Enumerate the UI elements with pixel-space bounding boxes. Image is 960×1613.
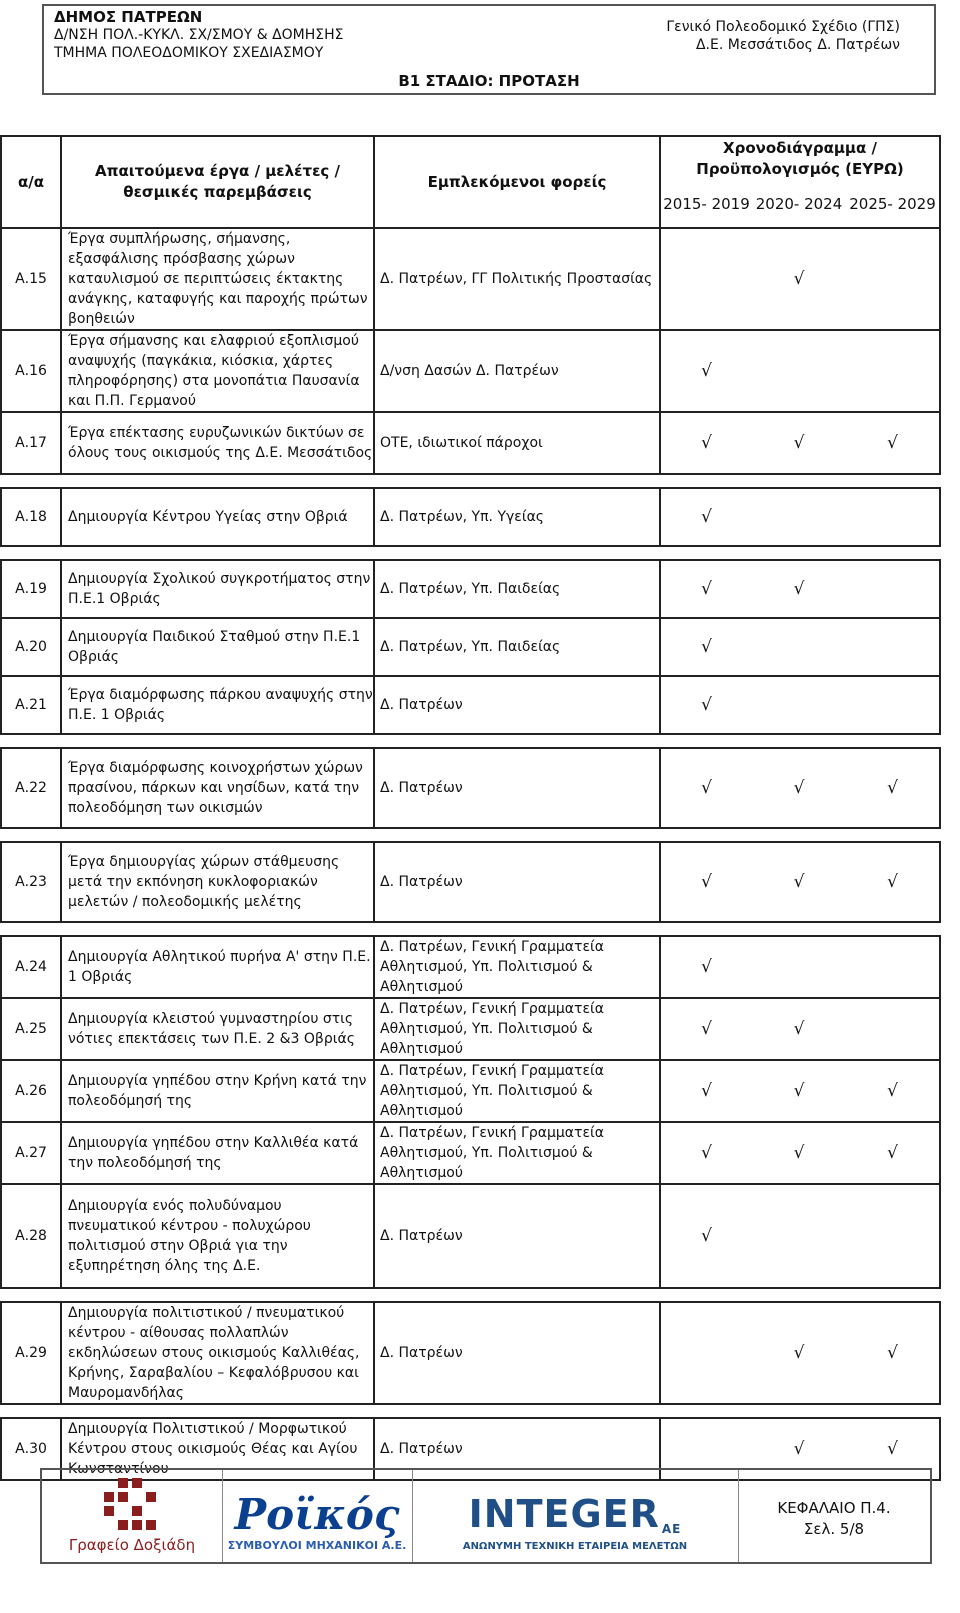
spacer-cell [846, 828, 940, 842]
table-row [1, 998, 940, 1060]
roikos-logo [222, 1470, 413, 1562]
row-check-2015: √ [660, 488, 752, 546]
row-code: Α.19 [1, 560, 61, 618]
header-period-2020: 2020- 2024 [752, 181, 846, 228]
row-check-2020: √ [752, 412, 846, 474]
row-agencies: Δ. Πατρέων, Γενική Γραμματεία Αθλητισμού, Υπ. Πολιτισμού & Αθλητισμού [374, 998, 660, 1060]
row-spacer [1, 1404, 940, 1418]
row-description: Έργα σήμανσης και ελαφριού εξοπλισμού αναψυχής (παγκάκια, κιόσκια, χάρτες πληροφόρησης) στα μονοπάτια Παυσανία και Π.Π. Γερμανού [61, 330, 374, 412]
roikos-tagline: ΣΥΜΒΟΥΛΟΙ ΜΗΧΑΝΙΚΟΙ Α.Ε. [227, 1539, 407, 1552]
row-check-2020: √ [752, 998, 846, 1060]
organization-block [54, 8, 344, 62]
row-code: Α.27 [1, 1122, 61, 1184]
row-check-2020: √ [752, 1060, 846, 1122]
row-code: Α.26 [1, 1060, 61, 1122]
row-check-2020: √ [752, 228, 846, 330]
spacer-cell [752, 546, 846, 560]
row-code: Α.15 [1, 228, 61, 330]
spacer-cell [374, 474, 660, 488]
row-check-2015 [660, 1302, 752, 1404]
row-check-2020: √ [752, 1122, 846, 1184]
row-agencies: Δ. Πατρέων [374, 842, 660, 922]
row-check-2020 [752, 676, 846, 734]
row-check-2015: √ [660, 412, 752, 474]
row-description: Έργα δημιουργίας χώρων στάθμευσης μετά την εκπόνηση κυκλοφοριακών μελετών / πολεοδομικής μελέτης [61, 842, 374, 922]
row-check-2025: √ [846, 748, 940, 828]
row-agencies: Δ. Πατρέων [374, 748, 660, 828]
row-code: Α.21 [1, 676, 61, 734]
header-schedule: Χρονοδιάγραμμα / Προϋπολογισμός (ΕΥΡΩ) [660, 136, 940, 181]
row-check-2020 [752, 1184, 846, 1288]
table-row [1, 1122, 940, 1184]
page-footer [40, 1468, 932, 1564]
spacer-cell [374, 1288, 660, 1302]
spacer-cell [660, 474, 752, 488]
spacer-cell [752, 922, 846, 936]
row-description: Έργα διαμόρφωσης πάρκου αναψυχής στην Π.Ε. 1 Οβριάς [61, 676, 374, 734]
row-spacer [1, 546, 940, 560]
integer-name: INTEGER [468, 1492, 660, 1536]
row-agencies: Δ. Πατρέων [374, 1418, 660, 1480]
row-agencies: ΟΤΕ, ιδιωτικοί πάροχοι [374, 412, 660, 474]
row-description: Δημιουργία ενός πολυδύναμου πνευματικού κέντρου - πολυχώρου πολιτισμού στην Οβριά για την εξυπηρέτηση όλης της Δ.Ε. [61, 1184, 374, 1288]
row-code: Α.20 [1, 618, 61, 676]
row-check-2020 [752, 618, 846, 676]
row-code: Α.29 [1, 1302, 61, 1404]
spacer-cell [660, 1404, 752, 1418]
table-row [1, 1184, 940, 1288]
header-period-2015: 2015- 2019 [660, 181, 752, 228]
spacer-cell [660, 546, 752, 560]
plan-block [666, 18, 900, 54]
spacer-cell [752, 474, 846, 488]
row-agencies: Δ. Πατρέων, Υπ. Υγείας [374, 488, 660, 546]
row-description: Δημιουργία Σχολικού συγκροτήματος στην Π.Ε.1 Οβριάς [61, 560, 374, 618]
table-row [1, 1060, 940, 1122]
integer-tagline: ΑΝΩΝΥΜΗ ΤΕΧΝΙΚΗ ΕΤΑΙΡΕΙΑ ΜΕΛΕΤΩΝ [462, 1541, 688, 1552]
row-agencies: Δ. Πατρέων, Γενική Γραμματεία Αθλητισμού, Υπ. Πολιτισμού & Αθλητισμού [374, 1060, 660, 1122]
row-description: Δημιουργία Αθλητικού πυρήνα Α' στην Π.Ε. 1 Οβριάς [61, 936, 374, 998]
row-description: Δημιουργία γηπέδου στην Καλλιθέα κατά την πολεοδόμησή της [61, 1122, 374, 1184]
row-check-2020: √ [752, 1302, 846, 1404]
row-check-2020 [752, 330, 846, 412]
spacer-cell [61, 546, 374, 560]
integer-suffix: ΑΕ [661, 1522, 682, 1536]
row-check-2025 [846, 676, 940, 734]
header-works: Απαιτούμενα έργα / μελέτες / θεσμικές παρεμβάσεις [61, 136, 374, 228]
spacer-cell [61, 922, 374, 936]
row-check-2025 [846, 998, 940, 1060]
row-agencies: Δ. Πατρέων, Υπ. Παιδείας [374, 560, 660, 618]
row-check-2025: √ [846, 1060, 940, 1122]
row-description: Έργα επέκτασης ευρυζωνικών δικτύων σε όλους τους οικισμούς της Δ.Ε. Μεσσάτιδος [61, 412, 374, 474]
row-code: Α.17 [1, 412, 61, 474]
table-row [1, 676, 940, 734]
row-agencies: Δ. Πατρέων, ΓΓ Πολιτικής Προστασίας [374, 228, 660, 330]
row-spacer [1, 734, 940, 748]
org-department: ΤΜΗΜΑ ΠΟΛΕΟΔΟΜΙΚΟΥ ΣΧΕΔΙΑΣΜΟΥ [54, 45, 324, 61]
spacer-cell [660, 828, 752, 842]
row-code: Α.18 [1, 488, 61, 546]
spacer-cell [846, 1288, 940, 1302]
works-table [0, 135, 941, 1481]
row-check-2015: √ [660, 998, 752, 1060]
row-agencies: Δ. Πατρέων, Υπ. Παιδείας [374, 618, 660, 676]
page-info [738, 1498, 930, 1540]
spacer-cell [61, 1404, 374, 1418]
row-agencies: Δ/νση Δασών Δ. Πατρέων [374, 330, 660, 412]
row-code: Α.30 [1, 1418, 61, 1480]
spacer-cell [752, 828, 846, 842]
row-check-2025: √ [846, 842, 940, 922]
spacer-cell [846, 734, 940, 748]
table-row [1, 560, 940, 618]
row-code: Α.24 [1, 936, 61, 998]
doxiadis-logo [42, 1470, 223, 1562]
spacer-cell [1, 828, 61, 842]
table-row [1, 936, 940, 998]
row-check-2025 [846, 228, 940, 330]
row-code: Α.28 [1, 1184, 61, 1288]
row-spacer [1, 828, 940, 842]
row-code: Α.16 [1, 330, 61, 412]
row-spacer [1, 922, 940, 936]
spacer-cell [61, 734, 374, 748]
table-row [1, 748, 940, 828]
row-check-2020: √ [752, 748, 846, 828]
row-code: Α.25 [1, 998, 61, 1060]
row-description: Δημιουργία Παιδικού Σταθμού στην Π.Ε.1 Οβριάς [61, 618, 374, 676]
row-check-2025 [846, 1184, 940, 1288]
row-check-2025: √ [846, 412, 940, 474]
spacer-cell [1, 1288, 61, 1302]
spacer-cell [846, 474, 940, 488]
table-row [1, 228, 940, 330]
spacer-cell [752, 1288, 846, 1302]
row-agencies: Δ. Πατρέων [374, 676, 660, 734]
row-check-2025 [846, 330, 940, 412]
spacer-cell [374, 734, 660, 748]
table-body [1, 228, 940, 1480]
row-description: Δημιουργία Κέντρου Υγείας στην Οβριά [61, 488, 374, 546]
spacer-cell [1, 474, 61, 488]
row-check-2025 [846, 560, 940, 618]
row-check-2025 [846, 618, 940, 676]
spacer-cell [374, 546, 660, 560]
spacer-cell [846, 1404, 940, 1418]
spacer-cell [61, 1288, 374, 1302]
row-agencies: Δ. Πατρέων, Γενική Γραμματεία Αθλητισμού, Υπ. Πολιτισμού & Αθλητισμού [374, 1122, 660, 1184]
row-check-2025 [846, 936, 940, 998]
spacer-cell [846, 546, 940, 560]
row-check-2025: √ [846, 1122, 940, 1184]
org-name: ΔΗΜΟΣ ΠΑΤΡΕΩΝ [54, 8, 203, 26]
row-check-2020: √ [752, 560, 846, 618]
spacer-cell [1, 546, 61, 560]
row-spacer [1, 1288, 940, 1302]
plan-area: Δ.Ε. Μεσσάτιδος Δ. Πατρέων [695, 37, 900, 53]
header-code: α/α [1, 136, 61, 228]
row-description: Δημιουργία κλειστού γυμναστηρίου στις νότιες επεκτάσεις των Π.Ε. 2 &3 Οβριάς [61, 998, 374, 1060]
table-row [1, 842, 940, 922]
spacer-cell [660, 922, 752, 936]
row-agencies: Δ. Πατρέων [374, 1302, 660, 1404]
row-check-2015: √ [660, 676, 752, 734]
integer-wordmark [412, 1492, 738, 1536]
row-check-2015: √ [660, 1060, 752, 1122]
row-description: Δημιουργία Πολιτιστικού / Μορφωτικού Κέντρου στους οικισμούς Θέας και Αγίου Κωνσταντίνου [61, 1418, 374, 1480]
page-number: Σελ. 5/8 [803, 1520, 865, 1538]
roikos-wordmark: Ροϊκός [234, 1490, 400, 1539]
spacer-cell [660, 734, 752, 748]
row-agencies: Δ. Πατρέων [374, 1184, 660, 1288]
header-agencies: Εμπλεκόμενοι φορείς [374, 136, 660, 228]
integer-logo [412, 1470, 739, 1562]
spacer-cell [846, 922, 940, 936]
table-row [1, 618, 940, 676]
row-check-2025: √ [846, 1418, 940, 1480]
row-check-2015: √ [660, 748, 752, 828]
row-check-2015: √ [660, 330, 752, 412]
plan-title: Γενικό Πολεοδομικό Σχέδιο (ΓΠΣ) [666, 19, 900, 35]
doxiadis-name: Γραφείο Δοξιάδη [68, 1536, 196, 1554]
row-check-2015: √ [660, 842, 752, 922]
spacer-cell [61, 828, 374, 842]
spacer-cell [1, 922, 61, 936]
row-check-2020 [752, 936, 846, 998]
spacer-cell [752, 734, 846, 748]
row-code: Α.23 [1, 842, 61, 922]
spacer-cell [660, 1288, 752, 1302]
row-check-2025: √ [846, 1302, 940, 1404]
row-check-2025 [846, 488, 940, 546]
row-check-2015: √ [660, 1184, 752, 1288]
row-check-2015: √ [660, 560, 752, 618]
spacer-cell [374, 828, 660, 842]
spacer-cell [752, 1404, 846, 1418]
row-description: Έργα συμπλήρωσης, σήμανσης, εξασφάλισης πρόσβασης χώρων καταυλισμού σε περιπτώσεις έκτακτης ανάγκης, καταφυγής και παροχής πρώτων βοηθειών [61, 228, 374, 330]
row-check-2020: √ [752, 1418, 846, 1480]
row-agencies: Δ. Πατρέων, Γενική Γραμματεία Αθλητισμού, Υπ. Πολιτισμού & Αθλητισμού [374, 936, 660, 998]
stage-title: Β1 ΣΤΑΔΙΟ: ΠΡΟΤΑΣΗ [398, 72, 580, 90]
row-check-2015: √ [660, 936, 752, 998]
table-row [1, 412, 940, 474]
row-check-2020: √ [752, 842, 846, 922]
spacer-cell [1, 1404, 61, 1418]
table-row [1, 488, 940, 546]
table-row [1, 1302, 940, 1404]
spacer-cell [374, 1404, 660, 1418]
header-period-2025: 2025- 2029 [846, 181, 940, 228]
org-directorate: Δ/ΝΣΗ ΠΟΛ.-ΚΥΚΛ. ΣΧ/ΣΜΟΥ & ΔΟΜΗΣΗΣ [54, 27, 344, 43]
chapter-label: ΚΕΦΑΛΑΙΟ Π.4. [777, 1499, 891, 1517]
spacer-cell [374, 922, 660, 936]
row-spacer [1, 474, 940, 488]
row-code: Α.22 [1, 748, 61, 828]
row-description: Έργα διαμόρφωσης κοινοχρήστων χώρων πρασίνου, πάρκων και νησίδων, κατά την πολεοδόμηση των οικισμών [61, 748, 374, 828]
table-row [1, 330, 940, 412]
spacer-cell [61, 474, 374, 488]
row-description: Δημιουργία γηπέδου στην Κρήνη κατά την πολεοδόμησή της [61, 1060, 374, 1122]
spacer-cell [1, 734, 61, 748]
row-check-2020 [752, 488, 846, 546]
row-description: Δημιουργία πολιτιστικού / πνευματικού κέντρου - αίθουσας πολλαπλών εκδηλώσεων στους οικισμούς Καλλιθέας, Κρήνης, Σαραβαλίου – Κεφαλόβρυσου και Μαυρομανδήλας [61, 1302, 374, 1404]
row-check-2015: √ [660, 618, 752, 676]
row-check-2015 [660, 228, 752, 330]
row-check-2015: √ [660, 1122, 752, 1184]
page-header [42, 4, 936, 95]
